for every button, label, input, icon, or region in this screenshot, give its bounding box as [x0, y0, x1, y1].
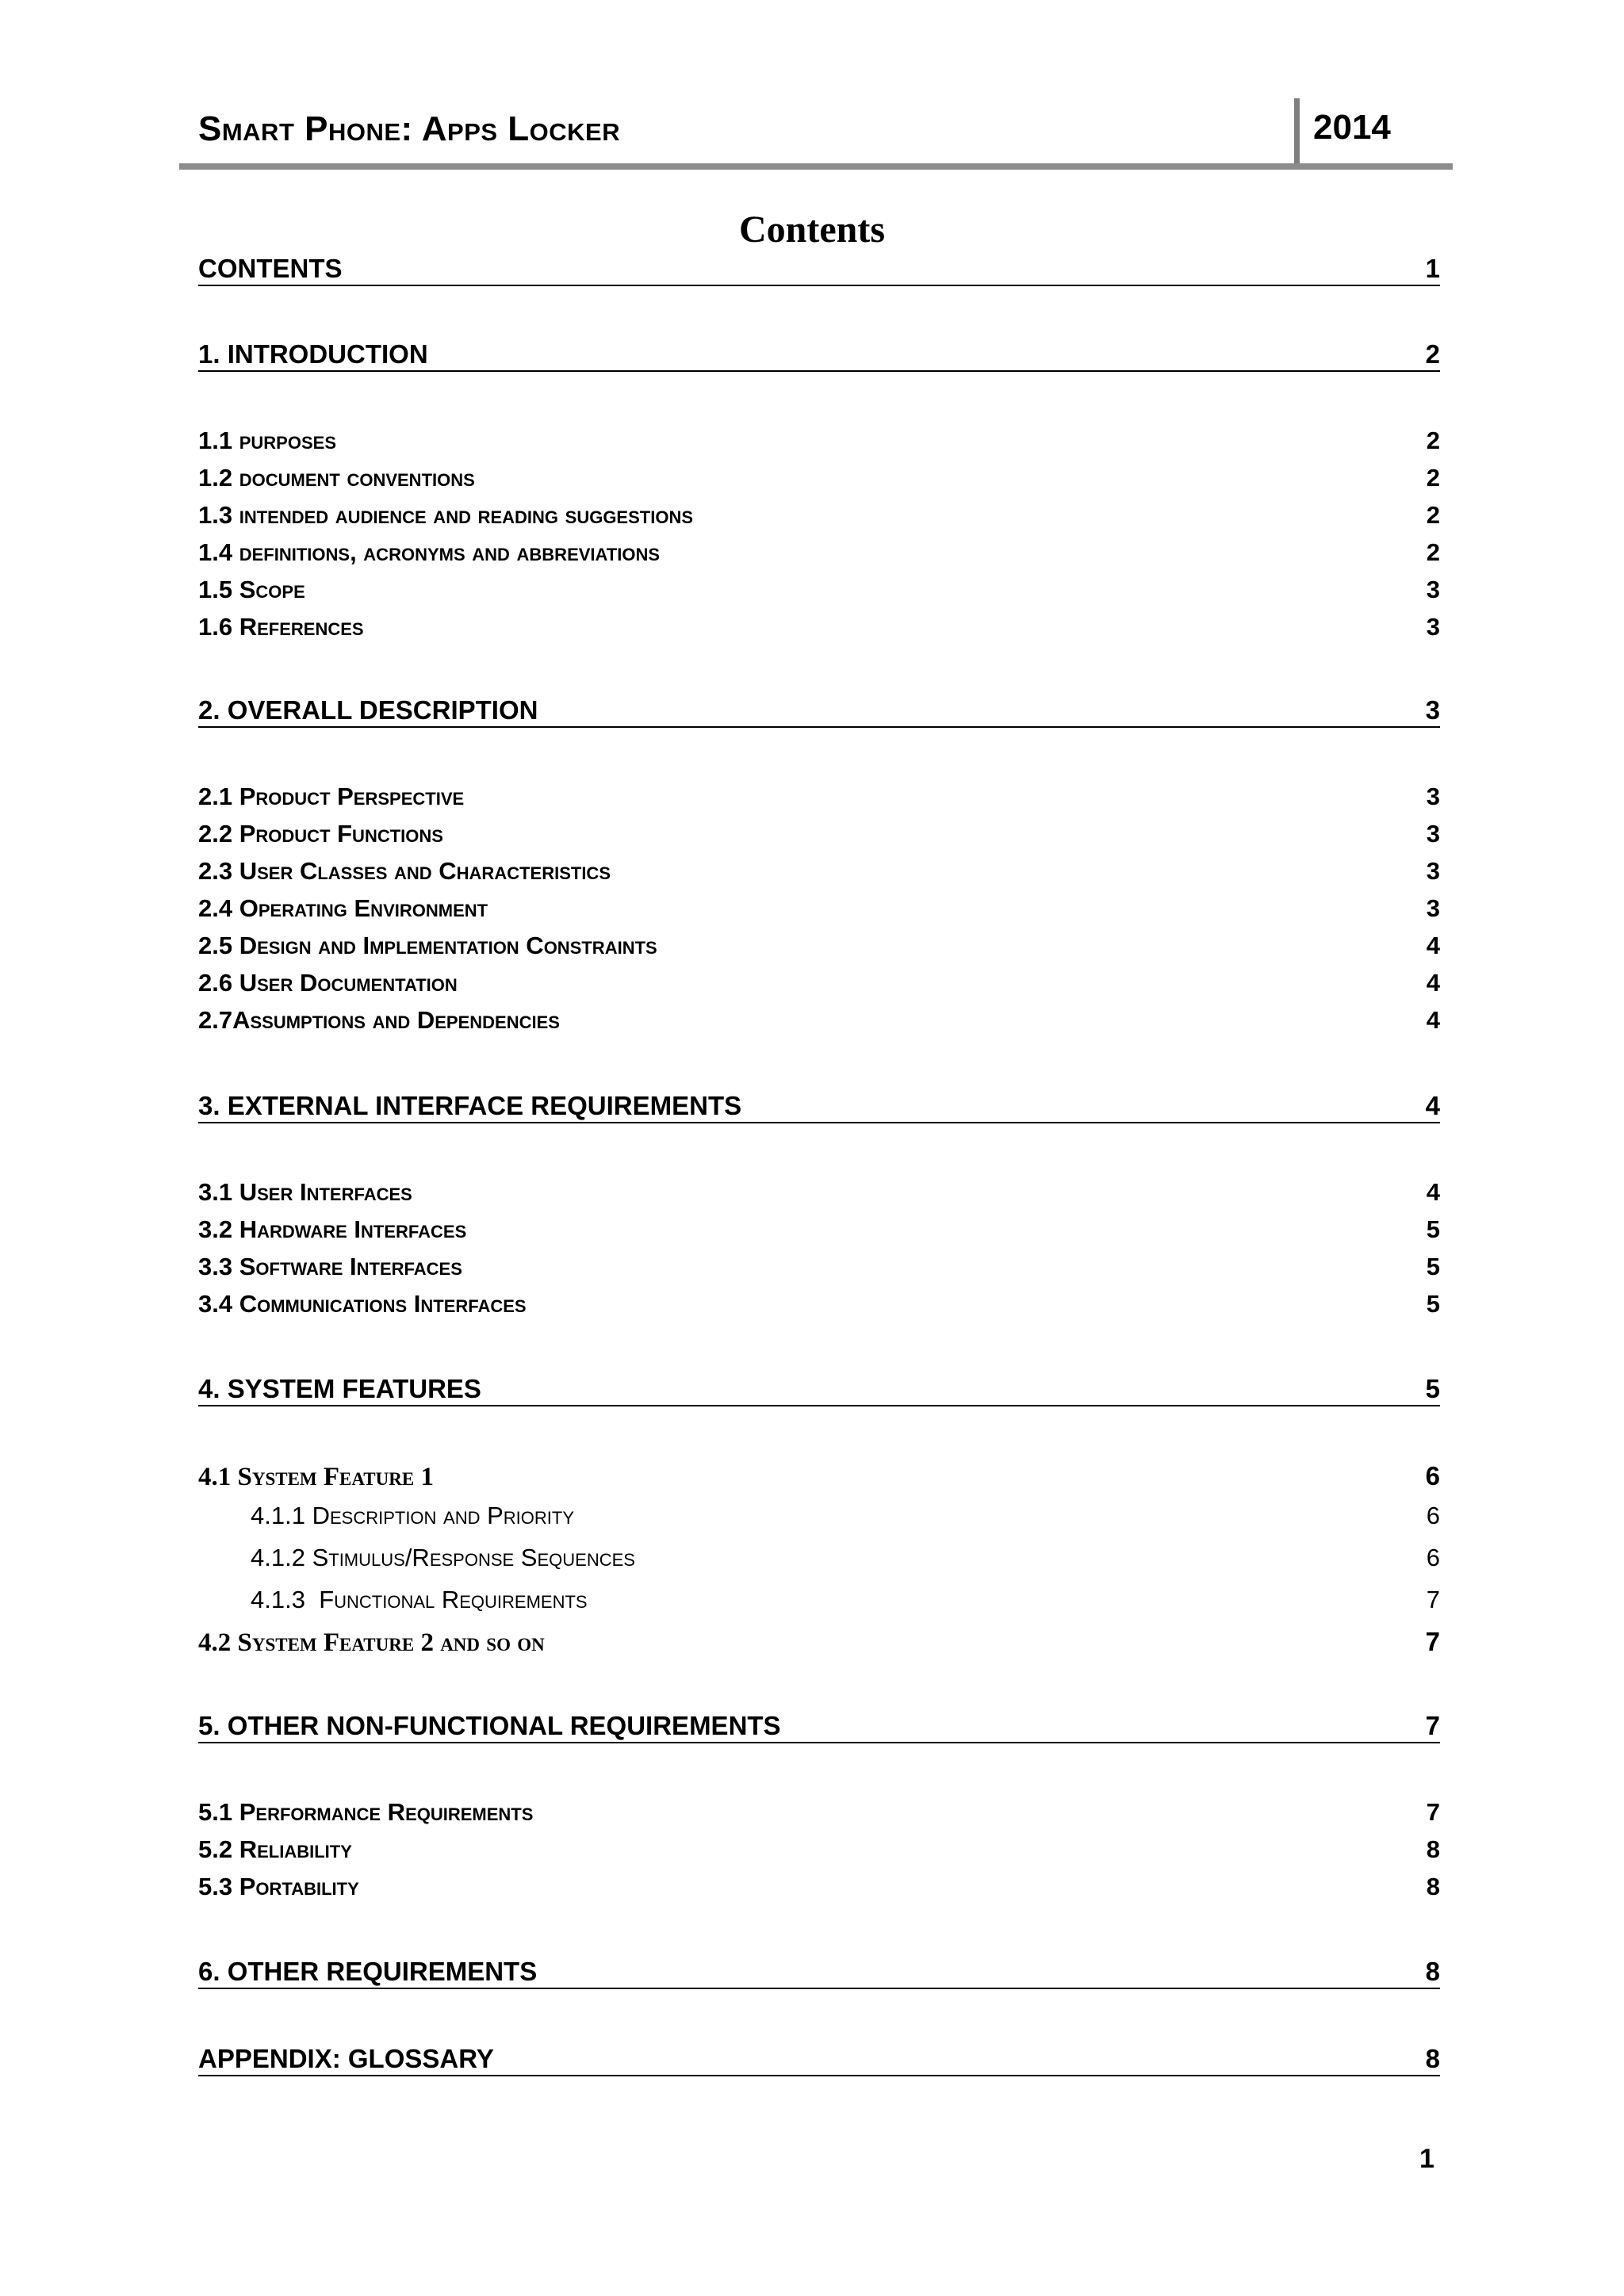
toc-entry-label: Product Perspective — [239, 783, 465, 810]
toc-entry-page: 7 — [1425, 1627, 1440, 1656]
toc-entry-page: 2 — [1426, 501, 1440, 529]
header-rule — [179, 163, 1453, 170]
toc-entry-page: 3 — [1426, 820, 1440, 848]
toc-entry-4-1-3[interactable] — [251, 1586, 1440, 1614]
toc-entry-page: 8 — [1425, 2044, 1440, 2073]
toc-entry-page: 6 — [1426, 1502, 1440, 1529]
toc-entry-number: 3.4 — [198, 1290, 233, 1318]
toc-entry-number: 2.2 — [198, 820, 233, 848]
toc-entry-label: 5. OTHER NON-FUNCTIONAL REQUIREMENTS — [198, 1711, 781, 1740]
toc-entry-1-5[interactable] — [198, 576, 1440, 604]
toc-entry-1-6[interactable] — [198, 613, 1440, 641]
header-divider — [1294, 98, 1300, 168]
toc-entry-number: 2.3 — [198, 857, 233, 885]
toc-entry-5-3[interactable] — [198, 1873, 1440, 1901]
toc-entry-number: 4.1.2 — [251, 1544, 305, 1571]
toc-entry-label: APPENDIX: GLOSSARY — [198, 2044, 494, 2073]
toc-entry-2-6[interactable] — [198, 969, 1440, 997]
toc-entry-page: 4 — [1426, 1006, 1440, 1034]
toc-entry-page: 3 — [1426, 894, 1440, 922]
toc-entry-label: 6. OTHER REQUIREMENTS — [198, 1957, 538, 1986]
toc-entry-3-2[interactable] — [198, 1215, 1440, 1244]
toc-entry-2-1[interactable] — [198, 783, 1440, 811]
toc-entry-number: 1.3 — [198, 501, 233, 529]
toc-entry-other-requirements[interactable] — [198, 1957, 1440, 1989]
toc-entry-label: Scope — [239, 576, 305, 603]
toc-entry-label: 3. EXTERNAL INTERFACE REQUIREMENTS — [198, 1091, 742, 1120]
toc-entry-label: Description and Priority — [312, 1502, 575, 1529]
toc-entry-number: 1.5 — [198, 576, 233, 603]
toc-entry-3-3[interactable] — [198, 1253, 1440, 1281]
toc-entry-page: 6 — [1425, 1461, 1440, 1490]
toc-entry-page: 8 — [1425, 1957, 1440, 1986]
toc-entry-non-functional[interactable] — [198, 1711, 1440, 1743]
toc-entry-label: References — [239, 613, 364, 641]
toc-entry-number: 2.6 — [198, 969, 233, 997]
toc-entry-label: Performance Requirements — [239, 1798, 534, 1826]
toc-entry-page: 3 — [1426, 857, 1440, 885]
toc-entry-2-4[interactable] — [198, 894, 1440, 923]
toc-entry-3-4[interactable] — [198, 1290, 1440, 1318]
toc-entry-label: User Interfaces — [239, 1178, 412, 1206]
toc-entry-page: 7 — [1425, 1711, 1440, 1740]
toc-entry-number: 5.3 — [198, 1873, 233, 1900]
toc-entry-label: User Documentation — [239, 969, 458, 997]
toc-entry-system-features[interactable] — [198, 1374, 1440, 1406]
toc-entry-label: System Feature 1 — [237, 1463, 434, 1491]
toc-entry-appendix-glossary[interactable] — [198, 2044, 1440, 2076]
toc-entry-page: 4 — [1426, 969, 1440, 997]
toc-entry-2-5[interactable] — [198, 932, 1440, 960]
toc-entry-page: 7 — [1426, 1586, 1440, 1613]
toc-entry-label: Operating Environment — [239, 894, 488, 922]
toc-entry-2-7[interactable] — [198, 1006, 1440, 1035]
toc-entry-page: 3 — [1426, 783, 1440, 810]
toc-entry-4-1[interactable] — [198, 1461, 1440, 1492]
toc-entry-page: 2 — [1426, 464, 1440, 492]
toc-entry-label: Communications Interfaces — [239, 1290, 527, 1318]
toc-entry-label: Design and Implementation Constraints — [239, 932, 657, 959]
toc-entry-5-2[interactable] — [198, 1835, 1440, 1864]
toc-entry-number: 1.1 — [198, 427, 233, 454]
toc-entry-label: Product Functions — [239, 820, 443, 848]
toc-entry-label: Stimulus/Response Sequences — [312, 1544, 635, 1571]
toc-entry-number: 3.3 — [198, 1253, 233, 1280]
toc-entry-introduction[interactable] — [198, 339, 1440, 372]
toc-entry-label: purposes — [239, 427, 336, 454]
toc-entry-label: Portability — [239, 1873, 359, 1900]
toc-entry-label: Functional Requirements — [319, 1586, 588, 1613]
toc-entry-label: CONTENTS — [198, 254, 343, 283]
toc-entry-5-1[interactable] — [198, 1798, 1440, 1827]
toc-entry-label: Software Interfaces — [239, 1253, 462, 1280]
toc-entry-page: 5 — [1425, 1374, 1440, 1403]
toc-entry-page: 4 — [1426, 1178, 1440, 1206]
toc-entry-1-4[interactable] — [198, 538, 1440, 567]
toc-entry-page: 3 — [1426, 613, 1440, 641]
toc-entry-page: 5 — [1426, 1290, 1440, 1318]
toc-entry-number: 2.7 — [198, 1006, 233, 1034]
toc-entry-label: document conventions — [239, 464, 475, 492]
toc-entry-4-1-2[interactable] — [251, 1544, 1440, 1572]
toc-entry-page: 3 — [1425, 695, 1440, 725]
header-year: 2014 — [1313, 108, 1391, 147]
toc-entry-page: 8 — [1426, 1835, 1440, 1863]
toc-entry-1-1[interactable] — [198, 427, 1440, 455]
page-number: 1 — [1419, 2144, 1434, 2174]
toc-entry-label: intended audience and reading suggestions — [239, 501, 694, 529]
toc-entry-page: 5 — [1426, 1215, 1440, 1243]
toc-entry-number: 3.1 — [198, 1178, 233, 1206]
toc-entry-1-2[interactable] — [198, 464, 1440, 492]
toc-entry-3-1[interactable] — [198, 1178, 1440, 1207]
toc-entry-number: 4.1.3 — [251, 1586, 305, 1613]
toc-entry-label: System Feature 2 and so on — [237, 1628, 545, 1657]
page-title: Contents — [738, 209, 885, 251]
toc-entry-number: 3.2 — [198, 1215, 233, 1243]
toc-entry-page: 8 — [1426, 1873, 1440, 1900]
toc-entry-number: 4.1.1 — [251, 1502, 305, 1529]
toc-entry-label: Reliability — [239, 1835, 352, 1863]
toc-entry-overall-description[interactable] — [198, 695, 1440, 728]
toc-entry-label: 2. OVERALL DESCRIPTION — [198, 695, 538, 725]
toc-entry-number: 1.4 — [198, 538, 233, 566]
toc-entry-number: 2.4 — [198, 894, 233, 922]
toc-entry-page: 4 — [1425, 1091, 1440, 1120]
toc-entry-label: 4. SYSTEM FEATURES — [198, 1374, 481, 1403]
header-title: Smart Phone: Apps Locker — [198, 109, 621, 148]
toc-entry-page: 6 — [1426, 1544, 1440, 1571]
toc-entry-external-interface[interactable] — [198, 1091, 1440, 1123]
toc-entry-page: 2 — [1425, 339, 1440, 369]
toc-entry-page: 3 — [1426, 576, 1440, 603]
toc-entry-number: 4.1 — [198, 1463, 232, 1491]
toc-entry-label: User Classes and Characteristics — [239, 857, 611, 885]
toc-entry-page: 4 — [1426, 932, 1440, 959]
toc-entry-page: 2 — [1426, 427, 1440, 454]
toc-entry-page: 1 — [1425, 254, 1440, 283]
toc-entry-number: 1.6 — [198, 613, 233, 641]
toc-entry-number: 2.5 — [198, 932, 233, 959]
toc-entry-number: 1.2 — [198, 464, 233, 492]
toc-entry-4-1-1[interactable] — [251, 1502, 1440, 1530]
toc-entry-page: 7 — [1426, 1798, 1440, 1826]
toc-entry-contents[interactable] — [198, 254, 1440, 286]
toc-entry-number: 2.1 — [198, 783, 233, 810]
toc-entry-page: 2 — [1426, 538, 1440, 566]
toc-entry-number: 5.2 — [198, 1835, 233, 1863]
toc-entry-page: 5 — [1426, 1253, 1440, 1280]
toc-entry-4-2[interactable] — [198, 1627, 1440, 1658]
toc-entry-label: definitions, acronyms and abbreviations — [239, 538, 661, 566]
toc-entry-2-2[interactable] — [198, 820, 1440, 848]
toc-entry-label: Hardware Interfaces — [239, 1215, 467, 1243]
toc-entry-1-3[interactable] — [198, 501, 1440, 530]
toc-entry-label: Assumptions and Dependencies — [232, 1006, 560, 1034]
toc-entry-number: 4.2 — [198, 1628, 232, 1657]
toc-entry-label: 1. INTRODUCTION — [198, 339, 428, 369]
toc-entry-number: 5.1 — [198, 1798, 233, 1826]
toc-entry-2-3[interactable] — [198, 857, 1440, 886]
